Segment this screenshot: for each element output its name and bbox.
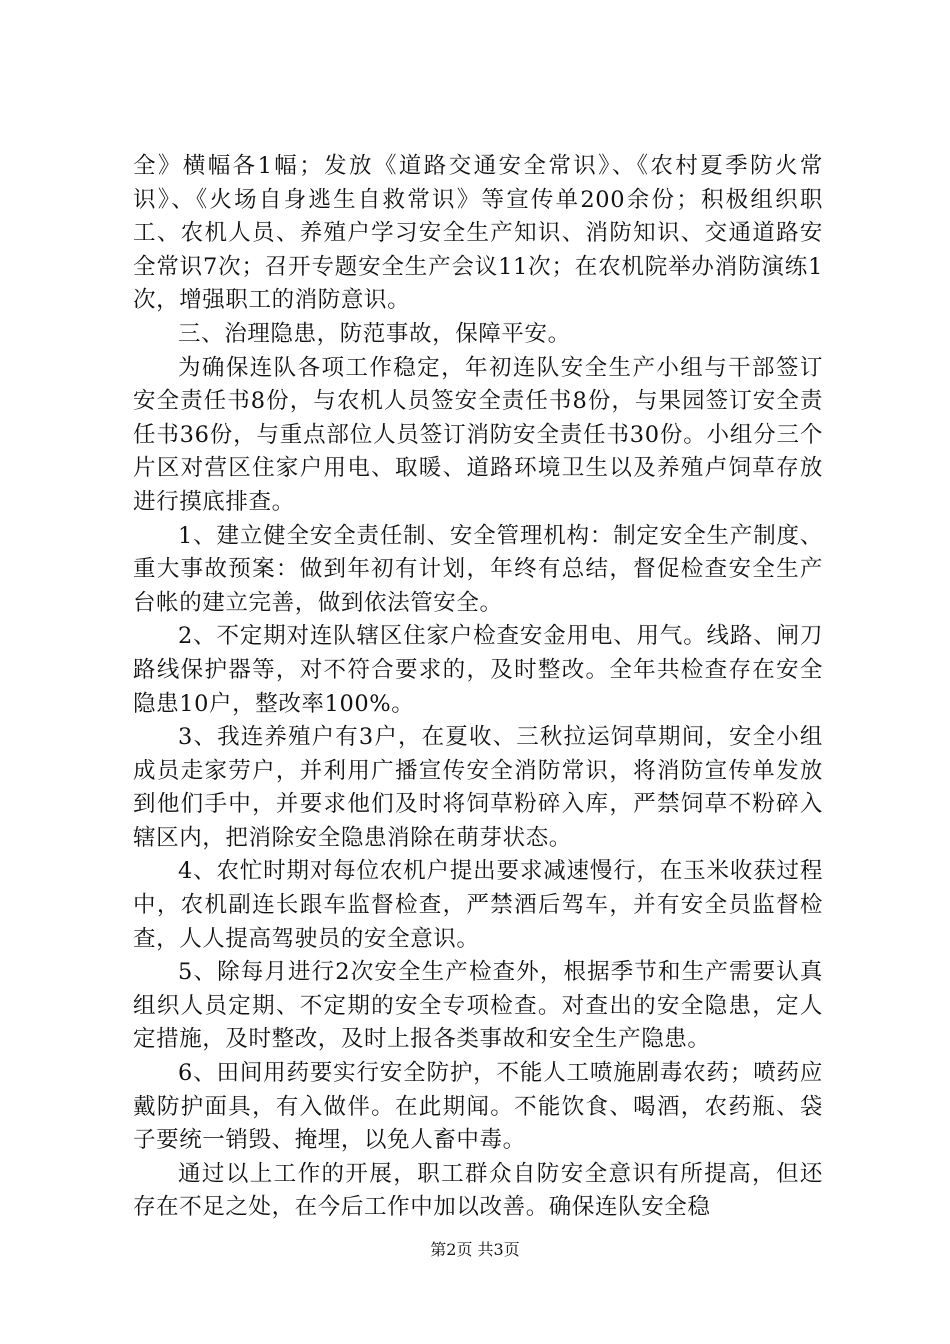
list-item-2: 2、不定期对连队辖区住家户检查安金用电、用气。线路、闸刀路线保护器等，对不符合要求的，及时整改。全年共检查存在安全隐患10户，整改率100%。 [133, 623, 823, 717]
document-body [133, 150, 823, 1225]
list-item-1: 1、建立健全安全责任制、安全管理机构：制定安全生产制度、重大事故预案：做到年初有计划，年终有总结，督促检查安全生产台帐的建立完善，做到依法管安全。 [133, 522, 823, 616]
paragraph-summary: 通过以上工作的开展，职工群众自防安全意识有所提高，但还存在不足之处，在今后工作中加以改善。确保连队安全稳 [133, 1160, 823, 1221]
section-heading-3: 三、治理隐患，防范事故，保障平安。 [178, 320, 571, 347]
paragraph-continuation: 全》横幅各1幅；发放《道路交通安全常识》、《农村夏季防火常识》、《火场自身逃生自救常识》等宣传单200余份；积极组织职工、农机人员、养殖户学习安全生产知识、消防知识、交通道路安全常识7次；召开专题安全生产会议11次；在农机院举办消防演练1次，增强职工的消防意识。 [133, 153, 823, 314]
list-item-4: 4、农忙时期对每位农机户提出要求减速慢行，在玉米收获过程中，农机副连长跟车监督检查，严禁酒后驾车，并有安全员监督检查，人人提高驾驶员的安全意识。 [133, 858, 823, 952]
page-number-footer: 第2页 共3页 [430, 1240, 520, 1259]
list-item-3: 3、我连养殖户有3户，在夏收、三秋拉运饲草期间，安全小组成员走家劳户，并利用广播宣传安全消防常识，将消防宣传单发放到他们手中，并要求他们及时将饲草粉碎入库，严禁饲草不粉碎入辖区内，把消除安全隐患消除在萌芽状态。 [133, 724, 823, 851]
list-item-6: 6、田间用药要实行安全防护，不能人工喷施剧毒农药；喷药应戴防护面具，有入做伴。在此期闻。不能饮食、喝酒，农药瓶、袋子要统一销毁、掩埋，以免人畜中毒。 [133, 1060, 823, 1154]
list-item-5: 5、除每月进行2次安全生产检查外，根据季节和生产需要认真组织人员定期、不定期的安全专项检查。对查出的安全隐患，定人定措施，及时整改，及时上报各类事故和安全生产隐患。 [133, 959, 823, 1053]
paragraph-intro: 为确保连队各项工作稳定，年初连队安全生产小组与干部签订安全责任书8份，与农机人员签安全责任书8份，与果园签订安全责任书36份，与重点部位人员签订消防安全责任书30份。小组分三个片区对营区住家户用电、取暖、道路环境卫生以及养殖卢饲草存放进行摸底排查。 [133, 354, 823, 515]
